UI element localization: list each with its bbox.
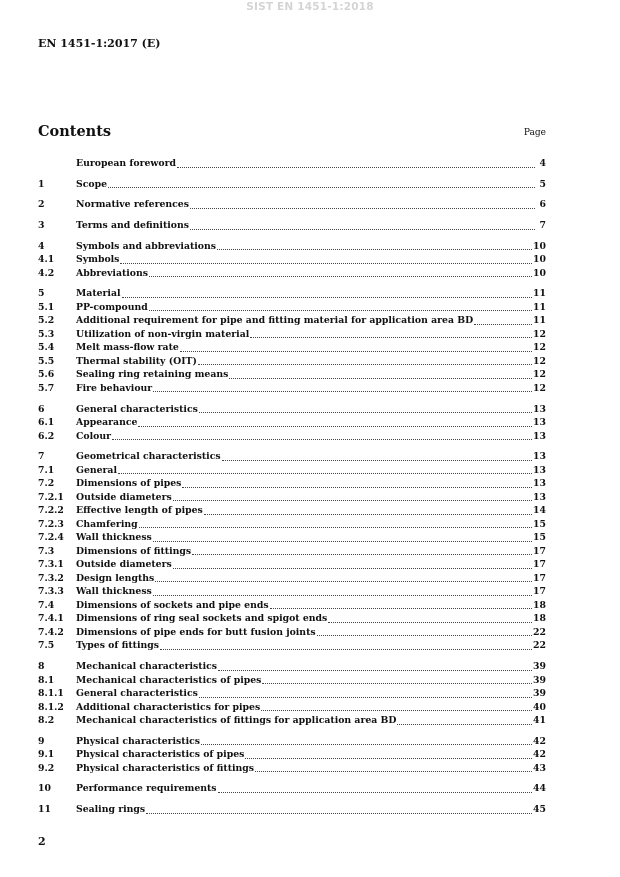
toc-dot-leader	[199, 689, 532, 698]
toc-entry-title: Symbols and abbreviations	[76, 240, 216, 252]
toc-entry-page: 44	[533, 783, 546, 795]
toc-entry-title: General characteristics	[76, 403, 198, 415]
document-id: EN 1451-1:2017 (E)	[38, 37, 161, 50]
toc-entry-number: 7.2.2	[38, 505, 64, 517]
toc-entry-title: Additional requirement for pipe and fitting material for application area BD	[76, 315, 474, 327]
toc-entry-number: 7.4.2	[38, 626, 64, 638]
toc-entry[interactable]	[38, 403, 546, 417]
toc-entry[interactable]	[38, 157, 546, 171]
toc-entry-title: Colour	[76, 430, 111, 442]
toc-group	[38, 198, 546, 212]
toc-dot-leader	[173, 492, 532, 501]
toc-entry-title: Material	[76, 288, 121, 300]
toc-entry[interactable]	[38, 491, 546, 505]
toc-dot-leader	[153, 533, 532, 542]
toc-dot-leader	[138, 418, 532, 427]
toc-entry-number: 9	[38, 735, 45, 747]
toc-entry-title: Geometrical characteristics	[76, 451, 221, 463]
toc-dot-leader	[474, 316, 532, 325]
toc-entry-number: 7.2	[38, 478, 55, 490]
toc-dot-leader	[177, 159, 535, 168]
toc-entry-page: 40	[533, 701, 546, 713]
toc-entry-number: 5.4	[38, 342, 55, 354]
toc-entry-number: 6.1	[38, 417, 55, 429]
toc-entry-number: 5.3	[38, 328, 55, 340]
toc-entry[interactable]	[38, 240, 546, 254]
toc-entry-number: 9.2	[38, 762, 55, 774]
toc-entry-page: 12	[533, 369, 546, 381]
toc-dot-leader	[317, 627, 532, 636]
toc-dot-leader	[328, 614, 532, 623]
toc-entry[interactable]	[38, 639, 546, 653]
toc-dot-leader	[153, 587, 532, 596]
toc-entry-page: 39	[533, 661, 546, 672]
toc-entry[interactable]	[38, 531, 546, 545]
toc-entry-title: Appearance	[76, 417, 138, 429]
toc-dot-leader	[397, 716, 532, 725]
toc-entry-page: 17	[533, 545, 546, 557]
toc-dot-leader	[222, 452, 532, 461]
toc-entry[interactable]	[38, 328, 546, 342]
toc-entry-number: 10	[38, 783, 51, 795]
toc-entry-page: 22	[533, 626, 546, 638]
toc-entry-page: 11	[533, 301, 546, 313]
toc-entry-page: 17	[533, 572, 546, 584]
toc-entry[interactable]	[38, 687, 546, 701]
toc-entry-title: Effective length of pipes	[76, 505, 203, 517]
toc-entry[interactable]	[38, 368, 546, 382]
toc-entry[interactable]	[38, 301, 546, 315]
toc-entry-title: Additional characteristics for pipes	[76, 701, 261, 713]
toc-entry-page: 11	[533, 288, 546, 300]
toc-entry-page: 13	[533, 451, 546, 463]
toc-dot-leader	[149, 268, 532, 277]
toc-dot-leader	[255, 763, 532, 772]
toc-entry[interactable]	[38, 714, 546, 728]
toc-dot-leader	[160, 641, 532, 650]
toc-entry-page: 45	[533, 804, 546, 816]
toc-entry-page: 12	[533, 355, 546, 367]
toc-entry[interactable]	[38, 518, 546, 532]
toc-entry-title: General characteristics	[76, 688, 198, 699]
toc-entry-title: Mechanical characteristics of pipes	[76, 674, 262, 686]
toc-entry-number: 6.2	[38, 430, 55, 442]
toc-entry[interactable]	[38, 572, 546, 586]
toc-dot-leader	[118, 465, 532, 474]
toc-entry-title: Abbreviations	[76, 267, 149, 279]
toc-dot-leader	[262, 675, 532, 684]
toc-entry-number: 7	[38, 451, 45, 463]
toc-entry-title: Terms and definitions	[76, 220, 189, 232]
toc-entry-number: 7.2.4	[38, 532, 64, 544]
toc-entry-page: 11	[533, 315, 546, 327]
toc-entry[interactable]	[38, 314, 546, 328]
page-column-label: Page	[523, 128, 546, 138]
toc-entry-page: 6	[539, 199, 546, 211]
toc-entry-page: 12	[533, 342, 546, 354]
table-of-contents	[38, 157, 546, 824]
toc-entry-title: Dimensions of sockets and pipe ends	[76, 599, 269, 611]
toc-dot-leader	[199, 404, 532, 413]
toc-entry[interactable]	[38, 660, 546, 674]
toc-entry[interactable]	[38, 198, 546, 212]
toc-dot-leader	[112, 431, 532, 440]
toc-entry[interactable]	[38, 674, 546, 688]
page-title: Contents	[38, 123, 112, 140]
toc-entry[interactable]	[38, 803, 546, 817]
toc-entry[interactable]	[38, 382, 546, 396]
toc-dot-leader	[180, 343, 532, 352]
toc-dot-leader	[218, 662, 532, 671]
toc-entry-number: 4.1	[38, 254, 55, 266]
toc-entry[interactable]	[38, 735, 546, 749]
toc-entry[interactable]	[38, 253, 546, 267]
toc-group	[38, 782, 546, 796]
toc-entry-page: 15	[533, 532, 546, 544]
toc-entry-number: 5.7	[38, 382, 55, 394]
toc-entry-number: 7.3	[38, 545, 55, 557]
toc-group	[38, 287, 546, 395]
toc-entry[interactable]	[38, 341, 546, 355]
toc-entry[interactable]	[38, 748, 546, 762]
toc-entry-number: 8.2	[38, 715, 55, 726]
toc-group	[38, 157, 546, 171]
toc-entry[interactable]	[38, 450, 546, 464]
toc-entry-title: Normative references	[76, 199, 189, 211]
toc-entry-page: 17	[533, 586, 546, 598]
toc-entry[interactable]	[38, 416, 546, 430]
toc-entry-title: Utilization of non-virgin material	[76, 328, 250, 340]
toc-entry-number: 5.6	[38, 369, 55, 381]
toc-dot-leader	[250, 329, 532, 338]
toc-entry-page: 15	[533, 518, 546, 530]
toc-entry-title: Physical characteristics	[76, 735, 200, 747]
toc-entry-page: 12	[533, 382, 546, 394]
toc-entry-page: 17	[533, 559, 546, 571]
watermark: SIST EN 1451-1:2018	[246, 1, 374, 13]
toc-entry[interactable]	[38, 585, 546, 599]
toc-entry-number: 11	[38, 804, 51, 816]
toc-dot-leader	[182, 479, 532, 488]
toc-entry-title: Symbols	[76, 254, 120, 266]
toc-entry-number: 5	[38, 288, 45, 300]
toc-dot-leader	[204, 506, 532, 515]
toc-entry-title: Fire behaviour	[76, 382, 153, 394]
toc-group	[38, 240, 546, 281]
toc-entry-number: 7.2.3	[38, 518, 64, 530]
toc-entry[interactable]	[38, 612, 546, 626]
toc-entry-page: 12	[533, 328, 546, 340]
toc-entry-number: 8.1.2	[38, 701, 64, 713]
toc-entry-page: 10	[533, 254, 546, 266]
toc-dot-leader	[108, 179, 535, 188]
toc-entry-title: Performance requirements	[76, 783, 217, 795]
toc-dot-leader	[139, 519, 532, 528]
toc-dot-leader	[270, 600, 532, 609]
toc-entry[interactable]	[38, 782, 546, 796]
toc-entry-page: 18	[533, 613, 546, 625]
toc-entry-number: 5.5	[38, 355, 55, 367]
toc-entry-title: Sealing rings	[76, 804, 146, 816]
toc-entry-page: 39	[533, 688, 546, 699]
toc-entry-number: 3	[38, 220, 45, 232]
toc-entry-number: 8.1	[38, 674, 55, 686]
toc-dot-leader	[192, 546, 532, 555]
toc-entry-page: 13	[533, 478, 546, 490]
toc-dot-leader	[198, 356, 532, 365]
toc-dot-leader	[122, 289, 533, 298]
toc-entry-page: 42	[533, 749, 546, 761]
page-number: 2	[38, 835, 46, 848]
toc-dot-leader	[217, 241, 532, 250]
toc-entry-title: Dimensions of pipe ends for butt fusion joints	[76, 626, 316, 638]
toc-entry-page: 41	[533, 715, 546, 726]
toc-entry-title: Types of fittings	[76, 640, 159, 652]
toc-dot-leader	[146, 805, 532, 814]
toc-entry[interactable]	[38, 626, 546, 640]
toc-entry-title: Outside diameters	[76, 491, 172, 503]
toc-group	[38, 178, 546, 192]
toc-entry-page: 10	[533, 267, 546, 279]
toc-entry-page: 10	[533, 240, 546, 252]
toc-entry-number: 1	[38, 178, 45, 190]
toc-entry-number: 6	[38, 403, 45, 415]
toc-entry-title: Mechanical characteristics	[76, 661, 218, 672]
toc-entry-title: Sealing ring retaining means	[76, 369, 229, 381]
toc-group	[38, 803, 546, 817]
toc-entry-page: 13	[533, 430, 546, 442]
toc-entry-title: Wall thickness	[76, 586, 152, 598]
toc-entry-title: Physical characteristics of pipes	[76, 749, 245, 761]
toc-entry-number: 7.3.1	[38, 559, 64, 571]
toc-group	[38, 403, 546, 444]
toc-entry-title: Thermal stability (OIT)	[76, 355, 197, 367]
toc-entry[interactable]	[38, 355, 546, 369]
toc-entry-page: 4	[539, 158, 546, 169]
toc-dot-leader	[155, 573, 532, 582]
toc-group	[38, 219, 546, 233]
toc-dot-leader	[245, 750, 532, 759]
toc-entry-page: 14	[533, 505, 546, 517]
toc-entry[interactable]	[38, 558, 546, 572]
toc-entry-page: 18	[533, 599, 546, 611]
toc-group	[38, 735, 546, 776]
toc-entry-number: 7.3.3	[38, 586, 64, 598]
toc-entry-page: 13	[533, 403, 546, 415]
toc-group	[38, 450, 546, 653]
toc-entry[interactable]	[38, 464, 546, 478]
toc-entry-number: 4.2	[38, 267, 55, 279]
toc-entry-title: General	[76, 464, 117, 476]
toc-entry-title: European foreword	[76, 158, 176, 169]
toc-entry-page: 13	[533, 417, 546, 429]
toc-entry-title: Physical characteristics of fittings	[76, 762, 255, 774]
toc-entry-number: 8	[38, 661, 45, 672]
toc-entry-title: Mechanical characteristics of fittings for application area BD	[76, 715, 397, 726]
toc-entry[interactable]	[38, 545, 546, 559]
toc-entry-number: 2	[38, 199, 45, 211]
toc-entry-number: 7.5	[38, 640, 55, 652]
toc-entry-number: 7.3.2	[38, 572, 64, 584]
toc-entry[interactable]	[38, 701, 546, 715]
toc-entry-title: Melt mass-flow rate	[76, 342, 179, 354]
toc-entry-title: Outside diameters	[76, 559, 172, 571]
toc-entry-title: Dimensions of ring seal sockets and spigot ends	[76, 613, 328, 625]
toc-entry-number: 7.2.1	[38, 491, 64, 503]
toc-entry[interactable]	[38, 267, 546, 281]
toc-entry-title: Design lengths	[76, 572, 155, 584]
toc-dot-leader	[201, 736, 532, 745]
toc-entry-page: 5	[539, 178, 546, 190]
toc-dot-leader	[218, 784, 533, 793]
toc-entry-number: 7.1	[38, 464, 55, 476]
toc-entry-title: Scope	[76, 178, 107, 190]
toc-dot-leader	[153, 383, 532, 392]
toc-entry-title: Dimensions of fittings	[76, 545, 192, 557]
toc-entry-page: 39	[533, 674, 546, 686]
toc-dot-leader	[120, 255, 532, 264]
toc-dot-leader	[261, 702, 532, 711]
toc-entry[interactable]	[38, 477, 546, 491]
toc-entry-page: 13	[533, 464, 546, 476]
toc-entry-number: 5.1	[38, 301, 55, 313]
toc-entry-page: 43	[533, 762, 546, 774]
toc-entry-title: Wall thickness	[76, 532, 152, 544]
toc-entry-page: 22	[533, 640, 546, 652]
toc-entry-title: Dimensions of pipes	[76, 478, 182, 490]
toc-entry-title: Chamfering	[76, 518, 138, 530]
toc-entry-number: 5.2	[38, 315, 55, 327]
toc-entry-number: 9.1	[38, 749, 55, 761]
toc-entry-page: 7	[539, 220, 546, 232]
toc-entry-number: 7.4.1	[38, 613, 64, 625]
toc-entry-number: 8.1.1	[38, 688, 64, 699]
toc-entry[interactable]	[38, 219, 546, 233]
toc-entry-number: 7.4	[38, 599, 55, 611]
toc-entry-page: 13	[533, 491, 546, 503]
toc-entry-title: PP-compound	[76, 301, 148, 313]
toc-entry-page: 42	[533, 735, 546, 747]
toc-dot-leader	[229, 370, 532, 379]
toc-group	[38, 660, 546, 728]
toc-entry[interactable]	[38, 762, 546, 776]
toc-dot-leader	[173, 560, 532, 569]
toc-entry[interactable]	[38, 599, 546, 613]
toc-entry[interactable]	[38, 178, 546, 192]
toc-entry[interactable]	[38, 504, 546, 518]
toc-entry-number: 4	[38, 240, 45, 252]
toc-entry[interactable]	[38, 287, 546, 301]
toc-entry[interactable]	[38, 430, 546, 444]
toc-dot-leader	[190, 221, 535, 230]
toc-dot-leader	[149, 302, 532, 311]
toc-dot-leader	[190, 200, 535, 209]
